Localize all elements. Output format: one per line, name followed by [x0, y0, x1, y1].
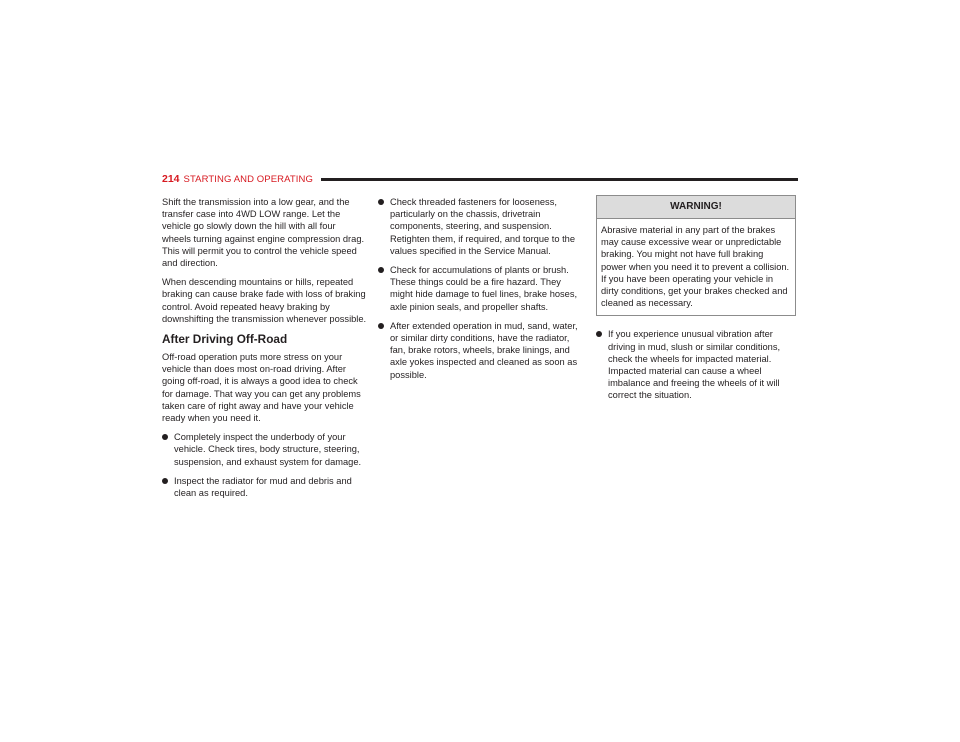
bullet-icon	[378, 267, 384, 273]
paragraph-brake-fade: When descending mountains or hills, repeated braking can cause brake fade with loss of braking control. Avoid repeated heavy braking by downshifting the transmission whenever possible.	[162, 277, 367, 324]
column-right	[596, 196, 798, 409]
list-item-text: Completely inspect the underbody of your vehicle. Check tires, body structure, steering, suspension, and exhaust system for damage.	[174, 432, 362, 467]
page-number: 214	[162, 173, 180, 185]
header-rule	[321, 178, 798, 181]
paragraph-low-gear: Shift the transmission into a low gear, and the transfer case into 4WD LOW range. Let the vehicle go slowly down the hill with all four wheels turning against engine compression drag. This will permit you to control the vehicle speed and direction.	[162, 197, 365, 269]
column-middle	[378, 196, 585, 388]
column-left	[162, 196, 367, 506]
paragraph-off-road-intro: Off-road operation puts more stress on your vehicle than does most on-road driving. After going off-road, it is always a good idea to check for damage. That way you can get any problems taken care of right away and have your vehicle ready when you need it.	[162, 352, 361, 424]
list-item	[162, 431, 367, 468]
list-item	[162, 475, 367, 499]
section-heading: After Driving Off-Road	[162, 332, 288, 347]
bullet-icon	[162, 478, 168, 484]
list-item	[378, 320, 585, 381]
page-header	[162, 171, 798, 187]
list-item-text: Check for accumulations of plants or brush. These things could be a fire hazard. They might hide damage to fuel lines, brake hoses, axle pinion seals, and propeller shafts.	[390, 265, 578, 312]
section-title: STARTING AND OPERATING	[183, 173, 313, 185]
list-item-text: Inspect the radiator for mud and debris and clean as required.	[174, 475, 352, 499]
list-item-text: After extended operation in mud, sand, water, or similar dirty conditions, have the radiator, fan, brake rotors, wheels, brake linings, and axle yokes inspected and cleaned as soon as possible.	[390, 320, 578, 380]
warning-box	[596, 195, 796, 316]
bullet-icon	[162, 434, 168, 440]
list-item-text: Check threaded fasteners for looseness, particularly on the chassis, drivetrain components, steering, and suspension. Retighten them, if required, and torque to the values specified in the Service Manual.	[390, 197, 576, 256]
bullet-icon	[378, 199, 384, 205]
bullet-icon	[378, 323, 384, 329]
list-item	[378, 196, 585, 257]
list-item-text: If you experience unusual vibration after driving in mud, slush or similar conditions, check the wheels for impacted material. Impacted material can cause a wheel imbalance and freeing the wheels of it will correct the situation.	[608, 329, 781, 401]
bullet-icon	[596, 331, 602, 337]
warning-title: WARNING!	[597, 196, 795, 219]
list-item	[378, 264, 585, 313]
list-item	[596, 328, 798, 401]
warning-text: Abrasive material in any part of the brakes may cause excessive wear or unpredictable braking. You might not have full braking power when you need it to prevent a collision. If you have been operating your vehicle in dirty conditions, get your brakes checked and cleaned as necessary.	[601, 225, 790, 309]
